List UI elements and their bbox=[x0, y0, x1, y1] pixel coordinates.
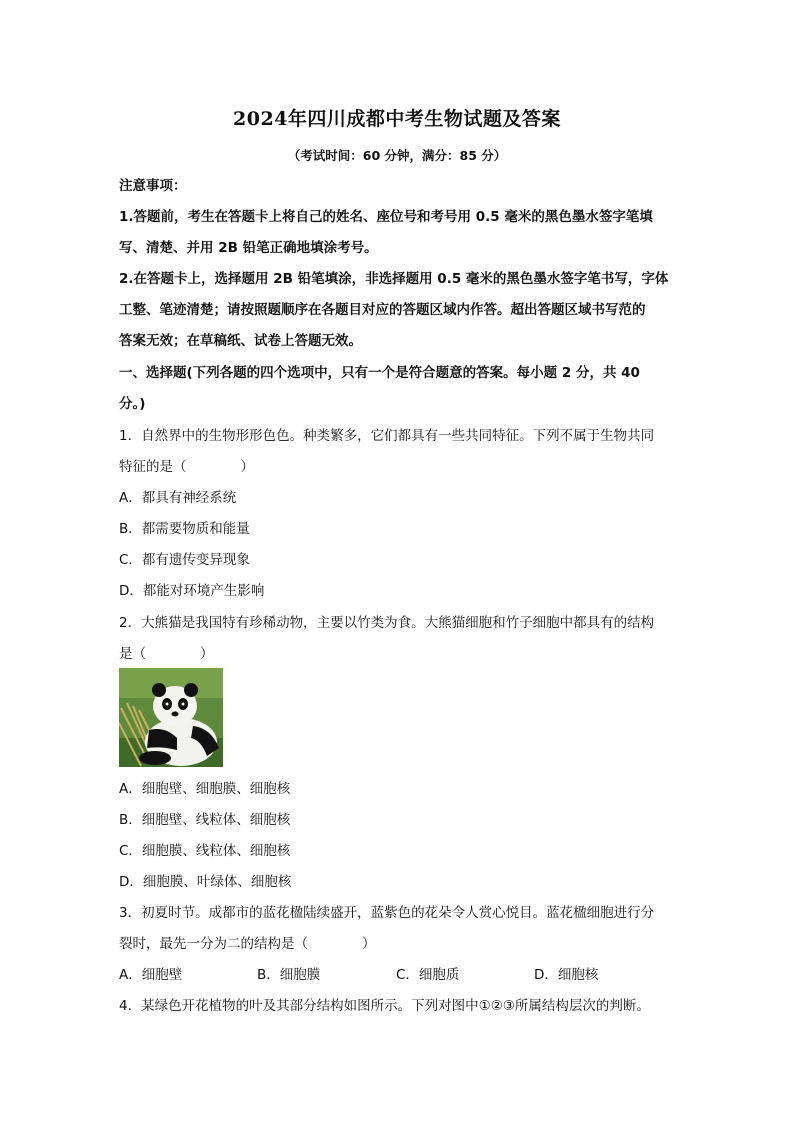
question-2-option-a: A．细胞壁、细胞膜、细胞核 bbox=[119, 781, 291, 797]
question-3-option-b: B．细胞膜 bbox=[257, 967, 321, 983]
notice-item-1-line-1: 1.答题前，考生在答题卡上将自己的姓名、座位号和考号用 0.5 毫米的黑色墨水签字笔填 bbox=[119, 209, 653, 225]
panda-photo bbox=[119, 668, 223, 767]
question-4-stem-line-1: 4．某绿色开花植物的叶及其部分结构如图所示。下列对图中①②③所属结构层次的判断。 bbox=[119, 998, 650, 1014]
question-1-stem-line-2: 特征的是（ ） bbox=[119, 459, 254, 475]
question-3-option-c: C．细胞质 bbox=[396, 967, 460, 983]
question-1-option-a: A．都具有神经系统 bbox=[119, 490, 237, 506]
question-1-stem-line-1: 1．自然界中的生物形形色色。种类繁多，它们都具有一些共同特征。下列不属于生物共同 bbox=[119, 428, 655, 444]
question-2-option-c: C．细胞膜、线粒体、细胞核 bbox=[119, 843, 291, 859]
section-heading-line-2: 分。) bbox=[119, 396, 146, 412]
question-3-stem-line-1: 3．初夏时节。成都市的蓝花楹陆续盛开，蓝紫色的花朵令人赏心悦目。蓝花楹细胞进行分 bbox=[119, 905, 655, 921]
exam-info: （考试时间：60 分钟，满分：85 分） bbox=[287, 148, 507, 163]
section-heading-line-1: 一、选择题(下列各题的四个选项中，只有一个是符合题意的答案。每小题 2 分，共 40 bbox=[119, 365, 640, 381]
page-title: 2024年四川成都中考生物试题及答案 bbox=[233, 108, 561, 130]
question-2-option-b: B．细胞壁、线粒体、细胞核 bbox=[119, 812, 291, 828]
question-2-option-d: D．细胞膜、叶绿体、细胞核 bbox=[119, 874, 292, 890]
notice-item-2-line-2: 工整、笔迹清楚；请按照题顺序在各题目对应的答题区域内作答。超出答题区域书写范的 bbox=[119, 302, 646, 318]
question-3-option-a: A．细胞壁 bbox=[119, 967, 183, 983]
question-2-stem-line-2: 是（ ） bbox=[119, 646, 214, 662]
notice-item-1-line-2: 写、清楚、并用 2B 铅笔正确地填涂考号。 bbox=[119, 240, 378, 256]
notice-item-2-line-3: 答案无效；在草稿纸、试卷上答题无效。 bbox=[119, 333, 362, 349]
notice-item-2-line-1: 2.在答题卡上，选择题用 2B 铅笔填涂，非选择题用 0.5 毫米的黑色墨水签字笔书写，字体 bbox=[119, 271, 669, 287]
question-1-option-c: C．都有遗传变异现象 bbox=[119, 552, 250, 568]
question-1-option-b: B．都需要物质和能量 bbox=[119, 521, 250, 537]
question-3-stem-line-2: 裂时，最先一分为二的结构是（ ） bbox=[119, 936, 376, 952]
question-2-stem-line-1: 2．大熊猫是我国特有珍稀动物，主要以竹类为食。大熊猫细胞和竹子细胞中都具有的结构 bbox=[119, 615, 655, 631]
notice-heading: 注意事项： bbox=[119, 178, 187, 194]
question-1-option-d: D．都能对环境产生影响 bbox=[119, 583, 265, 599]
question-3-option-d: D．细胞核 bbox=[534, 967, 599, 983]
